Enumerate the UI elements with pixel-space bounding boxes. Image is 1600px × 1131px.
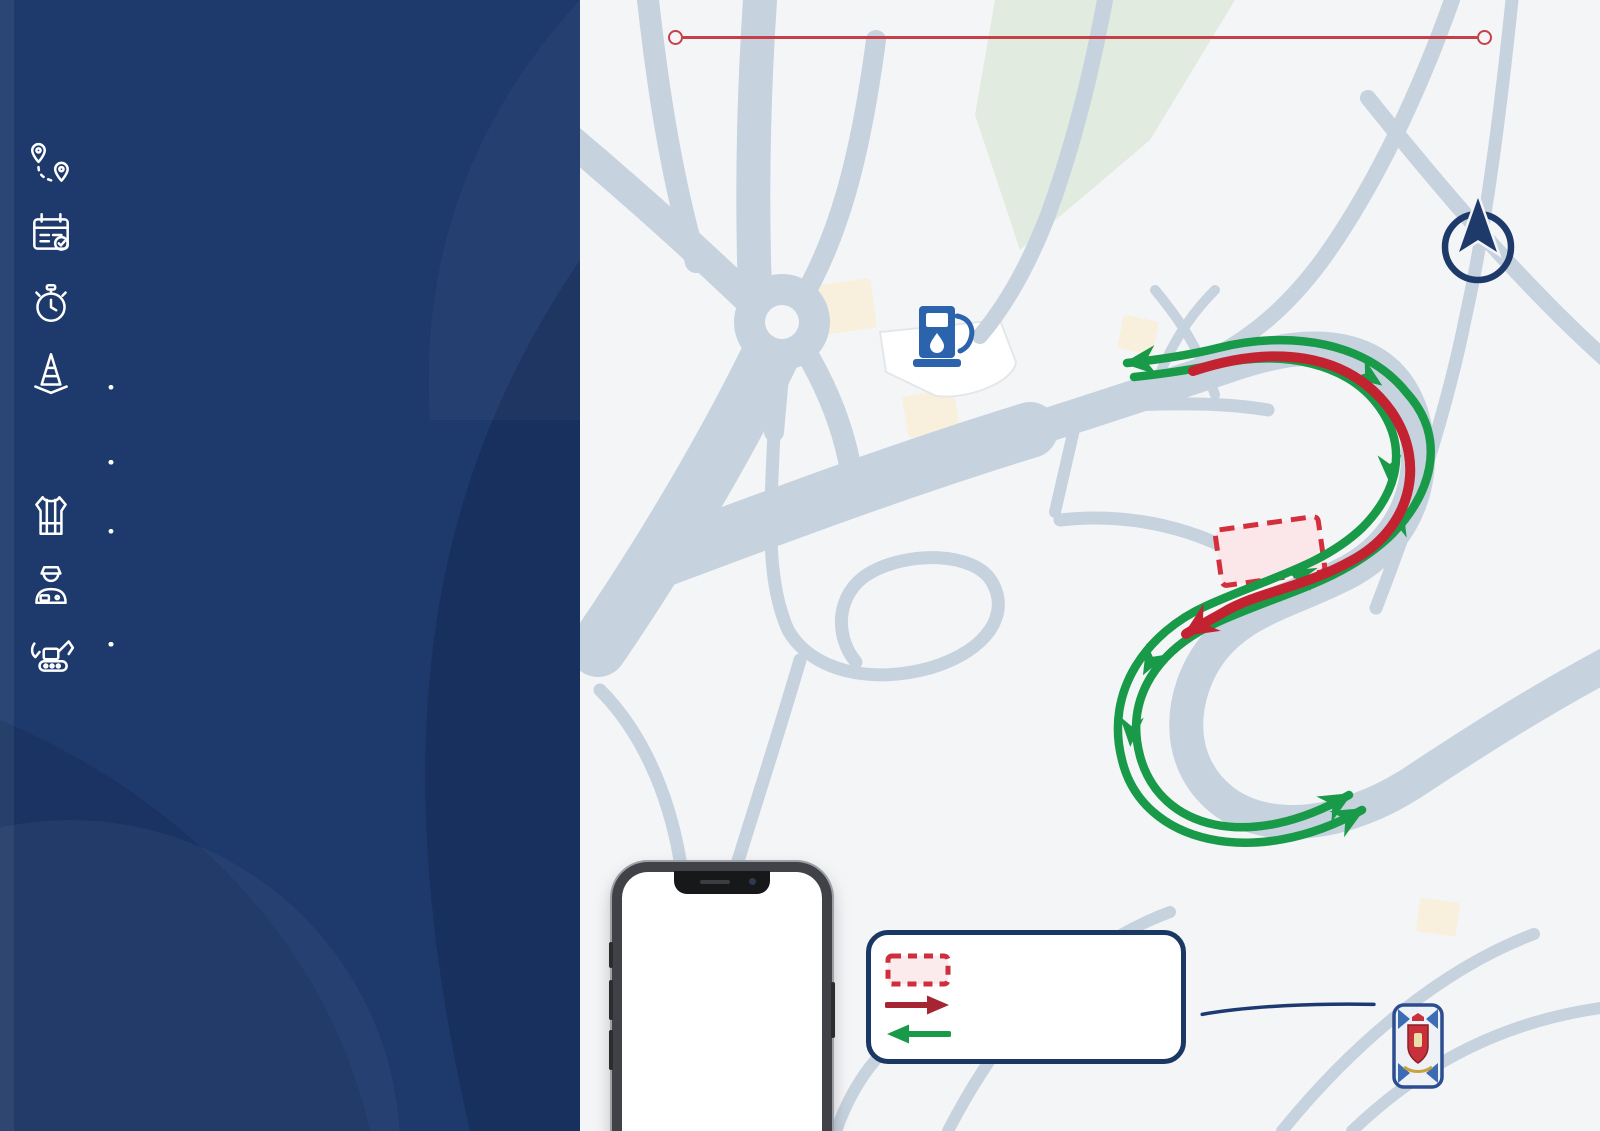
info-sidebar	[0, 0, 580, 1131]
red-arrow-icon	[885, 994, 951, 1016]
legend-row-open	[885, 1023, 1167, 1045]
section-jornada	[0, 493, 566, 541]
phone-button	[609, 1030, 613, 1070]
section-rutas	[0, 424, 566, 472]
legend-box	[866, 930, 1186, 1064]
section-plan	[0, 349, 566, 397]
traffic-officer-icon	[26, 560, 76, 610]
section-plazo	[0, 280, 566, 328]
qr-code	[622, 912, 822, 1050]
roundabout	[734, 274, 830, 370]
section-descripcion	[0, 631, 566, 679]
divider-dot-left	[668, 30, 683, 45]
excavator-icon	[26, 629, 76, 679]
camera-dot	[749, 878, 756, 885]
calendar-icon	[26, 209, 76, 259]
phone-notch	[674, 871, 770, 894]
divider-dot-right	[1477, 30, 1492, 45]
section-inicio	[0, 211, 566, 259]
spacer	[26, 422, 76, 472]
sidebar-sections	[0, 142, 566, 679]
route-pins-icon	[26, 140, 76, 190]
phone-button	[609, 980, 613, 1020]
traffic-cone-icon	[26, 347, 76, 397]
phone-mockup	[612, 862, 832, 1131]
legend-row-closure	[885, 994, 1167, 1016]
phone-button	[831, 982, 835, 1038]
title-divider	[668, 30, 1492, 45]
stopwatch-icon	[26, 278, 76, 328]
map-header	[620, 0, 1540, 51]
divider-line	[683, 36, 1477, 39]
quito-crest-icon	[1392, 1003, 1444, 1089]
safety-vest-icon	[26, 491, 76, 541]
speaker-slot	[700, 880, 730, 884]
legend-row-area	[885, 953, 1167, 987]
quito-brand	[1392, 1003, 1452, 1089]
section-tramo	[0, 142, 566, 190]
area-swatch	[885, 953, 951, 987]
green-arrow-icon	[885, 1023, 951, 1045]
section-gestion	[0, 562, 566, 610]
phone-button	[609, 942, 613, 968]
